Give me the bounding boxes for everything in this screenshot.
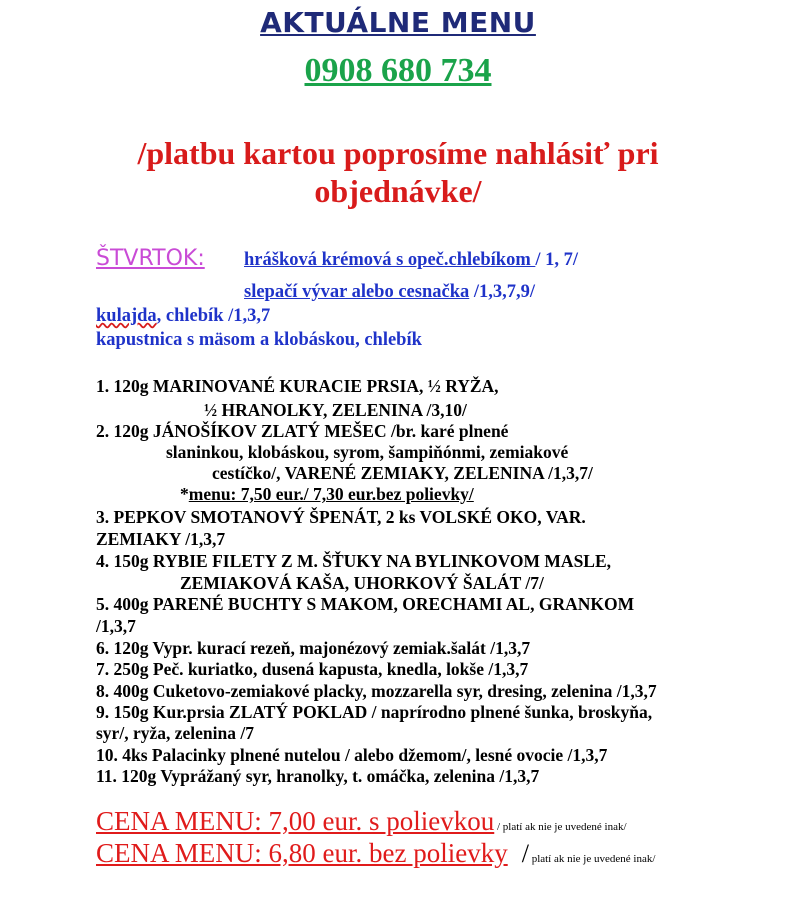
menu-item-4-line-2: ZEMIAKOVÁ KAŠA, UHORKOVÝ ŠALÁT /7/	[180, 573, 544, 593]
menu-item-7: 7. 250g Peč. kuriatko, dusená kapusta, knedla, lokše /1,3,7	[96, 659, 529, 679]
soup-1	[244, 250, 578, 271]
soup-3-word: kulajda	[96, 306, 157, 326]
menu-item-5-line-2: /1,3,7	[96, 616, 136, 636]
menu-item-6: 6. 120g Vypr. kurací rezeň, majonézový zemiak.šalát /1,3,7	[96, 638, 531, 658]
soup-4: kapustnica s mäsom a klobáskou, chlebík	[96, 330, 422, 350]
menu-item-2-line-1: 2. 120g JÁNOŠÍKOV ZLATÝ MEŠEC /br. karé plnené	[96, 421, 509, 441]
card-payment-notice	[0, 134, 796, 210]
price-with-soup	[96, 806, 627, 837]
menu-item-9-line-1: 9. 150g Kur.prsia ZLATÝ POKLAD / naprírodno plnené šunka, broskyňa,	[96, 702, 653, 722]
price-without-soup	[96, 838, 655, 869]
menu-item-11: 11. 120g Vyprážaný syr, hranolky, t. omáčka, zelenina /1,3,7	[96, 766, 540, 786]
menu-item-2-price	[180, 484, 474, 505]
soup-3	[96, 306, 270, 327]
menu-item-3-line-1: 3. PEPKOV SMOTANOVÝ ŠPENÁT, 2 ks VOLSKÉ OKO, VAR.	[96, 507, 586, 527]
menu-item-5-line-1: 5. 400g PARENÉ BUCHTY S MAKOM, ORECHAMI AL, GRANKOM	[96, 594, 635, 614]
menu-title: AKTUÁLNE MENU	[260, 6, 536, 39]
notice-line-1: /platbu kartou poprosíme nahlásiť pri	[137, 135, 659, 171]
menu-item-2-price-text: menu: 7,50 eur./ 7,30 eur.bez polievky/	[188, 484, 474, 504]
soup-2-name: slepačí vývar alebo cesnačka	[244, 282, 470, 302]
soup-1-allergens: / 1, 7/	[535, 250, 579, 270]
soup-2-allergens: /1,3,7,9/	[469, 282, 536, 302]
menu-item-8: 8. 400g Cuketovo-zemiakové placky, mozzarella syr, dresing, zelenina /1,3,7	[96, 681, 657, 701]
soup-1-name: hrášková krémová s opeč.chlebíkom	[244, 250, 536, 270]
phone-number: 0908 680 734	[304, 52, 492, 89]
soup-3-rest: , chlebík /1,3,7	[156, 306, 271, 326]
price-without-soup-note: platí ak nie je uvedené inak/	[528, 853, 656, 865]
price-without-soup-text: CENA MENU: 6,80 eur. bez polievky	[96, 838, 508, 868]
menu-item-2-line-2: slaninkou, klobáskou, syrom, šampiňónmi, zemiakové	[166, 442, 569, 462]
day-label: ŠTVRTOK:	[96, 246, 205, 271]
menu-item-9-line-2: syr/, ryža, zelenina /7	[96, 723, 254, 743]
menu-item-4-line-1: 4. 150g RYBIE FILETY Z M. ŠŤUKY NA BYLINKOVOM MASLE,	[96, 551, 612, 571]
menu-item-2-line-3: cestíčko/, VARENÉ ZEMIAKY, ZELENINA /1,3,7/	[212, 463, 593, 483]
soup-2	[244, 282, 535, 303]
notice-line-2: objednávke/	[314, 173, 482, 209]
price-with-soup-note: / platí ak nie je uvedené inak/	[494, 821, 627, 833]
price-with-soup-text: CENA MENU: 7,00 eur. s polievkou	[96, 806, 495, 836]
menu-item-3-line-2: ZEMIAKY /1,3,7	[96, 529, 226, 549]
menu-item-1-line-1: 1. 120g MARINOVANÉ KURACIE PRSIA, ½ RYŽA,	[96, 376, 499, 396]
price-slash: /	[521, 839, 529, 868]
price-star: *	[180, 484, 189, 504]
menu-item-10: 10. 4ks Palacinky plnené nutelou / alebo džemom/, lesné ovocie /1,3,7	[96, 745, 608, 765]
menu-item-1-line-2: ½ HRANOLKY, ZELENINA /3,10/	[204, 400, 467, 420]
